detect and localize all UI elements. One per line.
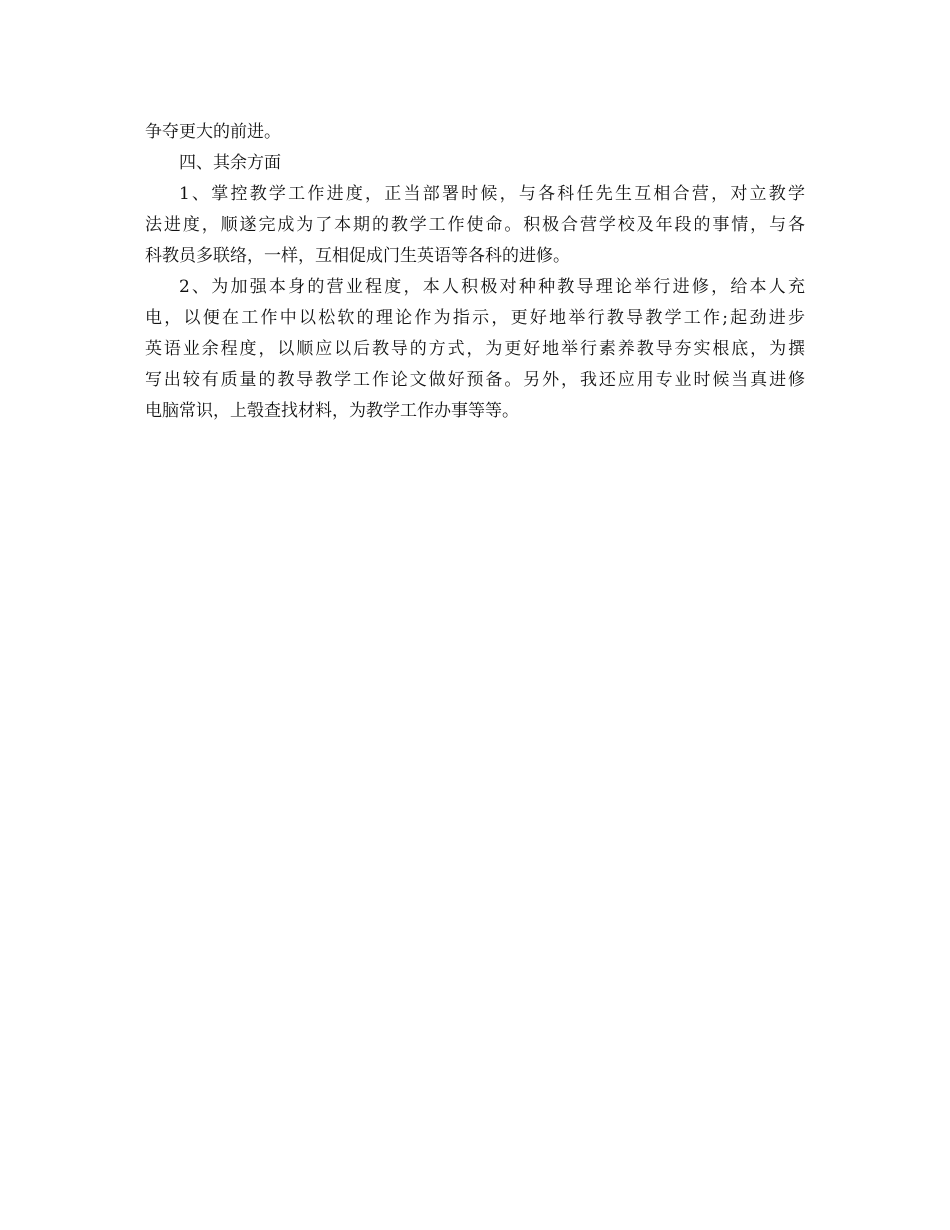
text-line: 写出较有质量的教导教学工作论文做好预备。另外，我还应用专业时候当真进修 xyxy=(145,370,805,390)
text-line: 电，以便在工作中以松软的理论作为指示，更好地举行教导教学工作;起劲进步 xyxy=(145,308,805,328)
text-line: 法进度，顺遂完成为了本期的教学工作使命。积极合营学校及年段的事情，与各 xyxy=(145,215,805,235)
text-line: 英语业余程度，以顺应以后教导的方式，为更好地举行素养教导夯实根底，为撰 xyxy=(145,339,805,359)
document-body xyxy=(145,117,805,427)
text-line: 争夺更大的前进。 xyxy=(145,122,281,142)
text-line: 2、为加强本身的营业程度，本人积极对种种教导理论举行进修，给本人充 xyxy=(179,277,805,297)
text-line: 1、掌控教学工作进度，正当部署时候，与各科任先生互相合营，对立教学 xyxy=(179,184,805,204)
text-line: 电脑常识，上彀查找材料，为教学工作办事等等。 xyxy=(145,401,519,421)
text-line: 科教员多联络，一样，互相促成门生英语等各科的进修。 xyxy=(145,246,570,266)
section-heading: 四、其余方面 xyxy=(179,153,281,173)
